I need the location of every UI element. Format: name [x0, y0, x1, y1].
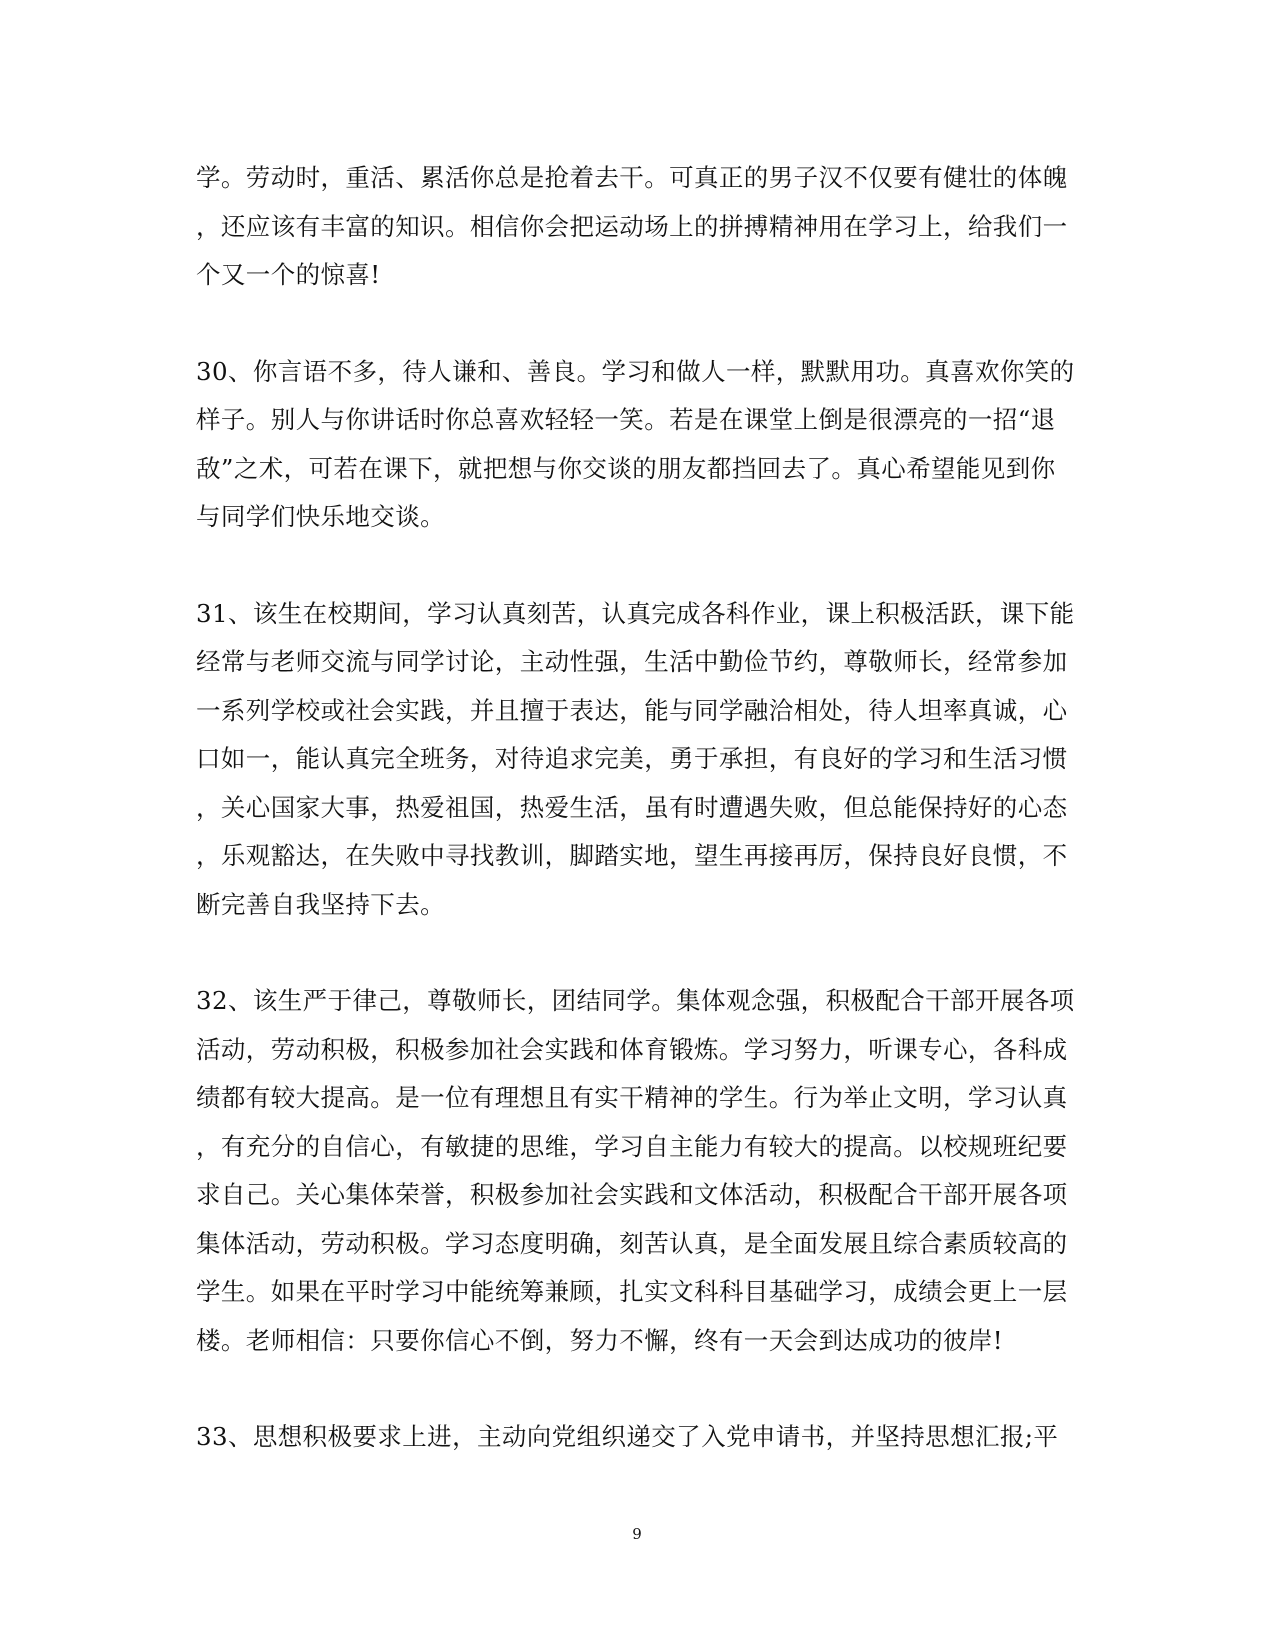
text-line: 学。劳动时，重活、累活你总是抢着去干。可真正的男子汉不仅要有健壮的体魄: [196, 163, 1068, 192]
text-line: ，有充分的自信心，有敏捷的思维，学习自主能力有较大的提高。以校规班纪要: [196, 1131, 1068, 1161]
text-line: 口如一，能认真完全班务，对待追求完美，勇于承担，有良好的学习和生活习惯: [196, 744, 1068, 773]
text-line: 集体活动，劳动积极。学习态度明确，刻苦认真，是全面发展且综合素质较高的: [196, 1228, 1068, 1258]
text-line: ，还应该有丰富的知识。相信你会把运动场上的拼搏精神用在学习上，给我们一: [196, 211, 1068, 241]
paragraph-item-31: [196, 590, 1076, 930]
text-line: 30、你言语不多，待人谦和、善良。学习和做人一样，默默用功。真喜欢你笑的: [196, 356, 1075, 386]
text-line: 样子。别人与你讲话时你总喜欢轻轻一笑。若是在课堂上倒是很漂亮的一招“退: [196, 405, 1056, 434]
text-line: 活动，劳动积极，积极参加社会实践和体育锻炼。学习努力，听课专心，各科成: [196, 1034, 1068, 1064]
text-line: 一系列学校或社会实践，并且擅于表达，能与同学融洽相处，待人坦率真诚，心: [196, 695, 1068, 725]
text-line: 与同学们快乐地交谈。: [196, 502, 445, 531]
text-line: 求自己。关心集体荣誉，积极参加社会实践和文体活动，积极配合干部开展各项: [196, 1180, 1068, 1209]
text-line: 32、该生严于律己，尊敬师长，团结同学。集体观念强，积极配合干部开展各项: [196, 986, 1075, 1015]
text-line: 绩都有较大提高。是一位有理想且有实干精神的学生。行为举止文明，学习认真: [196, 1083, 1068, 1112]
text-line: 楼。老师相信：只要你信心不倒，努力不懈，终有一天会到达成功的彼岸!: [196, 1325, 1004, 1355]
text-line: ，乐观豁达，在失败中寻找教训，脚踏实地，望生再接再厉，保持良好良惯，不: [196, 841, 1068, 870]
page-number: 9: [632, 1525, 642, 1543]
text-line: 敌”之术，可若在课下，就把想与你交谈的朋友都挡回去了。真心希望能见到你: [196, 453, 1056, 483]
text-line: 学生。如果在平时学习中能统筹兼顾，扎实文科科目基础学习，成绩会更上一层: [196, 1277, 1068, 1306]
text-line: 31、该生在校期间，学习认真刻苦，认真完成各科作业，课上积极活跃，课下能: [196, 598, 1075, 628]
paragraph-item-33: [196, 1413, 1076, 1462]
paragraph-continued: [196, 154, 1076, 300]
text-line: 33、思想积极要求上进，主动向党组织递交了入党申请书，并坚持思想汇报;平: [196, 1422, 1059, 1451]
text-line: 经常与老师交流与同学讨论，主动性强，生活中勤俭节约，尊敬师长，经常参加: [196, 647, 1068, 676]
paragraph-item-30: [196, 348, 1076, 542]
text-line: 个又一个的惊喜!: [196, 260, 381, 289]
text-line: 断完善自我坚持下去。: [196, 889, 445, 919]
paragraph-item-32: [196, 977, 1076, 1365]
document-body: [196, 154, 1076, 1462]
text-line: ，关心国家大事，热爱祖国，热爱生活，虽有时遭遇失败，但总能保持好的心态: [196, 792, 1068, 822]
